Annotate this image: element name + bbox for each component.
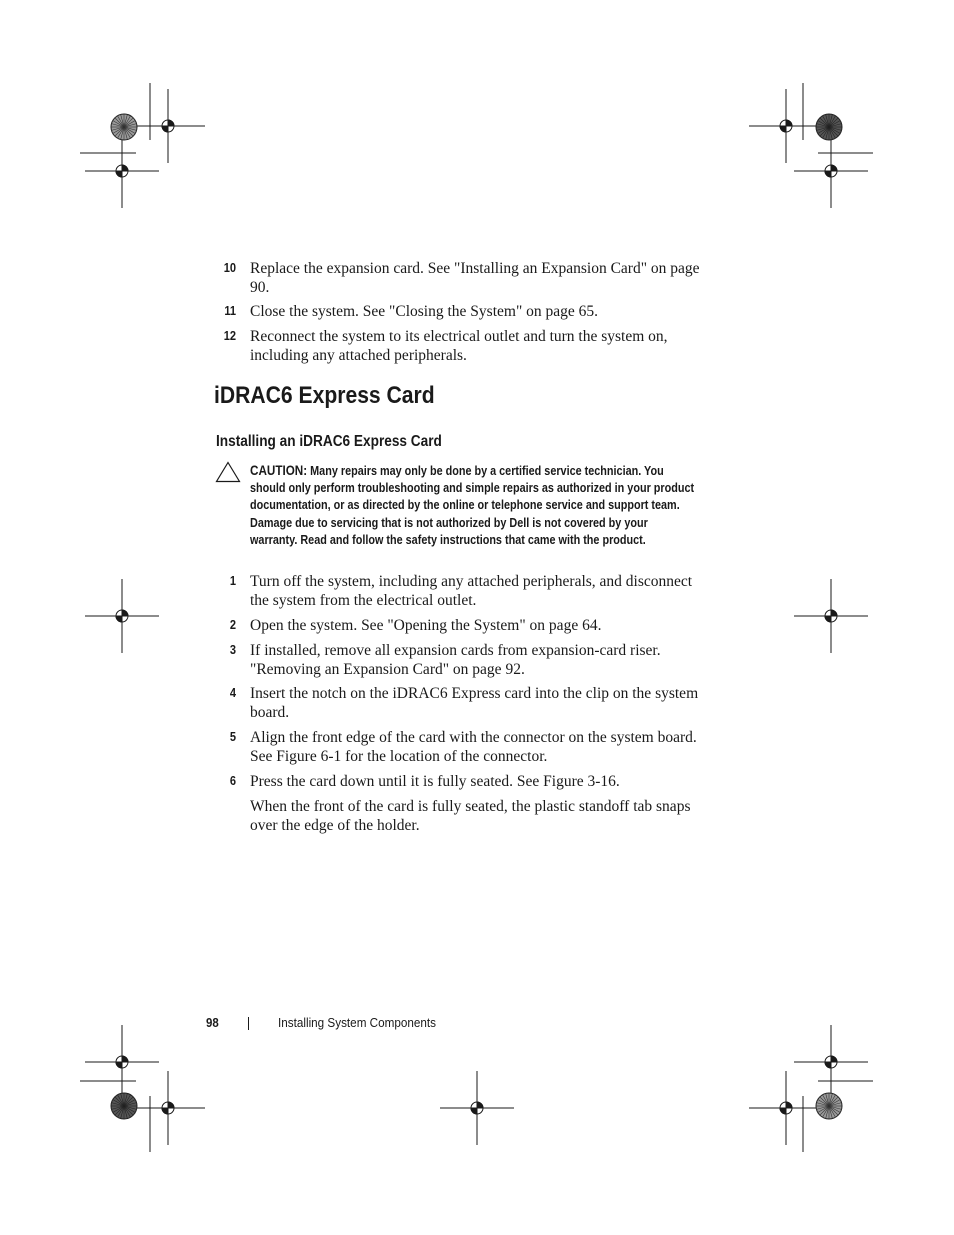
- step-number: 2: [229, 617, 236, 632]
- step-text: Turn off the system, including any attached peripherals, and disconnect the system from the electrical outlet.: [250, 573, 693, 609]
- page-number: 98: [206, 1015, 219, 1030]
- step-text: If installed, remove all expansion cards from expansion-card riser. "Removing an Expansion Card" on page 92.: [250, 642, 661, 678]
- step-text: Replace the expansion card. See "Installing an Expansion Card" on page 90.: [250, 260, 700, 296]
- color-target-icon: [111, 1093, 137, 1119]
- registration-mark-icon: [85, 134, 159, 208]
- step-number: 12: [223, 328, 236, 343]
- footer-divider: [248, 1017, 249, 1030]
- step-text: Align the front edge of the card with the connector on the system board. See Figure 6-1 for the location of the connector.: [250, 729, 697, 765]
- step-text: Insert the notch on the iDRAC6 Express card into the clip on the system board.: [250, 685, 699, 721]
- subsection-title: Installing an iDRAC6 Express Card: [216, 433, 442, 450]
- step-number: 4: [229, 685, 236, 700]
- registration-mark-icon: [749, 89, 823, 163]
- registration-mark-icon: [794, 134, 868, 208]
- caution-note: [250, 462, 697, 549]
- step-number: 11: [224, 303, 236, 318]
- caution-triangle-icon: [215, 461, 241, 483]
- footer-chapter-title: Installing System Components: [278, 1015, 437, 1030]
- step-number: 6: [229, 773, 236, 788]
- registration-mark-icon: [85, 579, 159, 653]
- registration-mark-icon: [131, 89, 205, 163]
- step-number: 3: [229, 642, 236, 657]
- note-paragraph: When the front of the card is fully seated, the plastic standoff tab snaps over the edge of the holder.: [250, 798, 691, 834]
- registration-mark-icon: [749, 1071, 823, 1145]
- registration-mark-icon: [131, 1071, 205, 1145]
- step-number: 10: [223, 260, 236, 275]
- color-target-icon: [816, 1093, 842, 1119]
- color-target-icon: [111, 114, 137, 140]
- caution-label: CAUTION:: [250, 463, 308, 478]
- registration-mark-icon: [794, 579, 868, 653]
- caution-text: Many repairs may only be done by a certified service technician. You should only perform troubleshooting and simple repairs as authorized in your product documentation, or as directed by the online or telephone service and support team. Damage due to servicing that is not authorized by Dell is not covered by your warranty. Read and follow the safety instructions that came with the product.: [250, 464, 695, 547]
- registration-mark-icon: [440, 1071, 514, 1145]
- step-text: Reconnect the system to its electrical outlet and turn the system on, including any attached peripherals.: [250, 328, 668, 364]
- step-text: Press the card down until it is fully seated. See Figure 3-16.: [250, 773, 620, 790]
- color-target-icon: [816, 114, 842, 140]
- step-number: 5: [229, 729, 236, 744]
- registration-mark-icon: [794, 1025, 868, 1099]
- step-text: Close the system. See "Closing the System" on page 65.: [250, 303, 599, 320]
- registration-mark-icon: [85, 1025, 159, 1099]
- step-number: 1: [229, 573, 236, 588]
- section-title: iDRAC6 Express Card: [214, 382, 435, 409]
- step-text: Open the system. See "Opening the System" on page 64.: [250, 617, 602, 634]
